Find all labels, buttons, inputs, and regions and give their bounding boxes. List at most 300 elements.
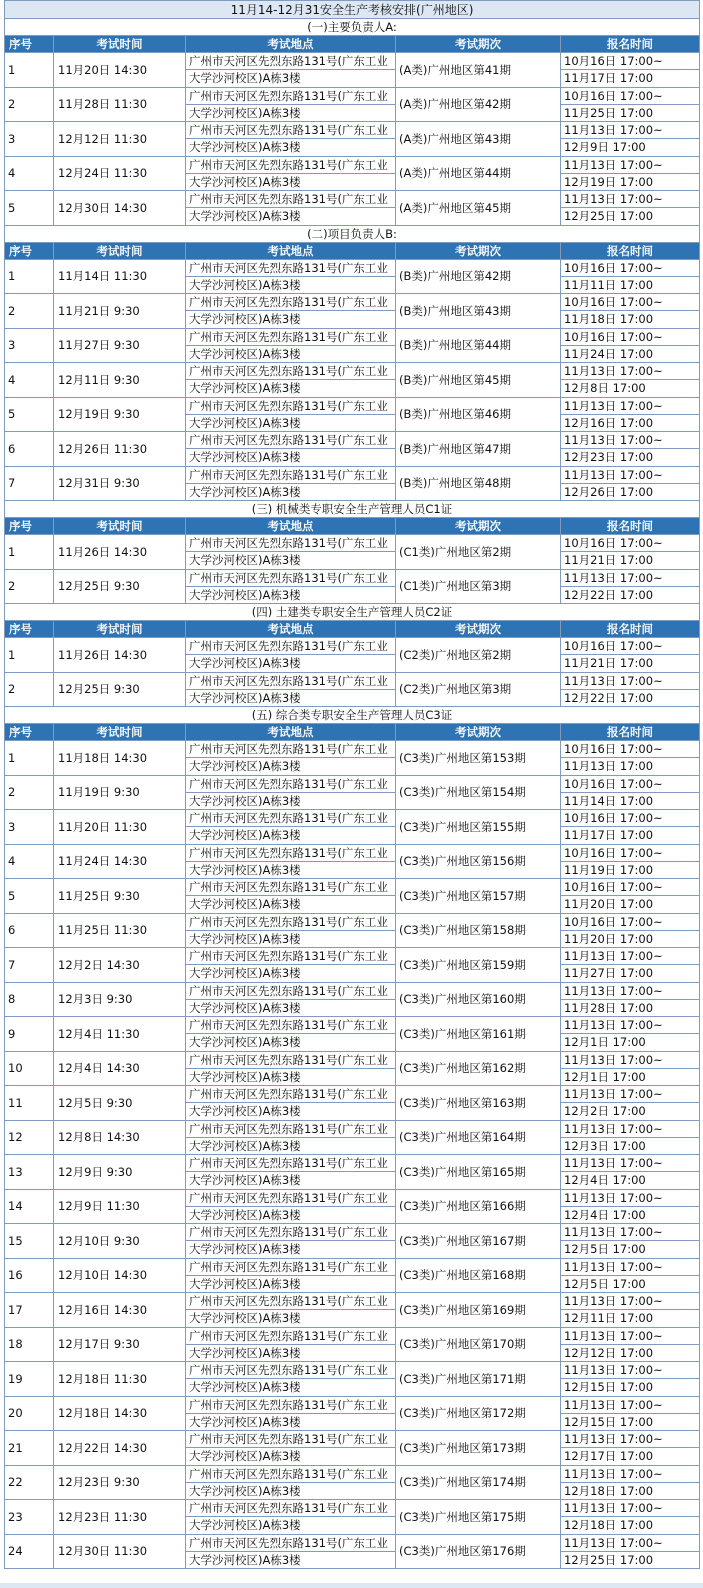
row-number: 1 [5, 259, 54, 294]
exam-location-line2: 大学沙河校区)A栋3楼 [186, 827, 396, 844]
row-number: 12 [5, 1120, 54, 1155]
registration-start: 11月13日 17:00~ [561, 1086, 700, 1103]
exam-session: (C3类)广州地区第170期 [396, 1327, 561, 1362]
header-no: 序号 [5, 621, 54, 638]
header-no: 序号 [5, 518, 54, 535]
header-registration-time: 报名时间 [561, 621, 700, 638]
exam-time: 11月26日 14:30 [54, 535, 186, 570]
exam-time: 12月10日 14:30 [54, 1258, 186, 1293]
table-row [5, 535, 700, 552]
row-number: 5 [5, 191, 54, 226]
registration-start: 11月13日 17:00~ [561, 1293, 700, 1310]
table-row [5, 1086, 700, 1103]
table-row [5, 1327, 700, 1344]
registration-end: 12月12日 17:00 [561, 1344, 700, 1361]
row-number: 6 [5, 432, 54, 467]
row-number: 4 [5, 156, 54, 191]
table-row [5, 1017, 700, 1034]
table-row [5, 397, 700, 414]
registration-start: 11月13日 17:00~ [561, 1465, 700, 1482]
table-row [5, 775, 700, 792]
registration-start: 11月13日 17:00~ [561, 672, 700, 689]
exam-location-line1: 广州市天河区先烈东路131号(广东工业 [186, 879, 396, 896]
exam-time: 12月9日 9:30 [54, 1155, 186, 1190]
registration-start: 11月13日 17:00~ [561, 1258, 700, 1275]
exam-time: 12月12日 11:30 [54, 122, 186, 157]
registration-start: 10月16日 17:00~ [561, 87, 700, 104]
exam-session: (C3类)广州地区第164期 [396, 1120, 561, 1155]
registration-end: 11月17日 17:00 [561, 827, 700, 844]
table-row [5, 122, 700, 139]
row-number: 2 [5, 569, 54, 604]
exam-session: (C3类)广州地区第166期 [396, 1189, 561, 1224]
registration-end: 12月4日 17:00 [561, 1206, 700, 1223]
exam-location-line2: 大学沙河校区)A栋3楼 [186, 208, 396, 225]
registration-start: 10月16日 17:00~ [561, 844, 700, 861]
exam-time: 12月19日 9:30 [54, 397, 186, 432]
registration-start: 11月13日 17:00~ [561, 1224, 700, 1241]
exam-time: 12月24日 11:30 [54, 156, 186, 191]
registration-end: 11月11日 17:00 [561, 276, 700, 293]
exam-time: 12月10日 9:30 [54, 1224, 186, 1259]
row-number: 2 [5, 87, 54, 122]
table-row [5, 191, 700, 208]
exam-session: (B类)广州地区第43期 [396, 294, 561, 329]
exam-location-line1: 广州市天河区先烈东路131号(广东工业 [186, 466, 396, 483]
exam-location-line1: 广州市天河区先烈东路131号(广东工业 [186, 672, 396, 689]
registration-start: 10月16日 17:00~ [561, 810, 700, 827]
row-number: 2 [5, 672, 54, 707]
exam-time: 11月27日 9:30 [54, 328, 186, 363]
table-row [5, 982, 700, 999]
row-number: 1 [5, 741, 54, 776]
row-number: 23 [5, 1500, 54, 1535]
exam-session: (A类)广州地区第45期 [396, 191, 561, 226]
exam-location-line1: 广州市天河区先烈东路131号(广东工业 [186, 535, 396, 552]
exam-location-line2: 大学沙河校区)A栋3楼 [186, 655, 396, 672]
registration-start: 11月13日 17:00~ [561, 982, 700, 999]
exam-location-line2: 大学沙河校区)A栋3楼 [186, 1137, 396, 1154]
registration-start: 11月13日 17:00~ [561, 191, 700, 208]
section-heading-row [5, 707, 700, 724]
registration-start: 11月13日 17:00~ [561, 1362, 700, 1379]
registration-end: 12月22日 17:00 [561, 586, 700, 603]
exam-location-line2: 大学沙河校区)A栋3楼 [186, 173, 396, 190]
table-row [5, 638, 700, 655]
row-number: 19 [5, 1362, 54, 1397]
exam-location-line2: 大学沙河校区)A栋3楼 [186, 483, 396, 500]
registration-end: 11月25日 17:00 [561, 104, 700, 121]
section-heading: (三) 机械类专职安全生产管理人员C1证 [5, 501, 700, 518]
exam-location-line1: 广州市天河区先烈东路131号(广东工业 [186, 363, 396, 380]
exam-session: (C3类)广州地区第167期 [396, 1224, 561, 1259]
table-header-row [5, 36, 700, 53]
table-row [5, 466, 700, 483]
registration-end: 12月19日 17:00 [561, 173, 700, 190]
table-row [5, 1293, 700, 1310]
exam-time: 12月3日 9:30 [54, 982, 186, 1017]
header-exam-location: 考试地点 [186, 242, 396, 259]
section-heading-row [5, 225, 700, 242]
registration-start: 11月13日 17:00~ [561, 363, 700, 380]
registration-start: 11月13日 17:00~ [561, 156, 700, 173]
exam-location-line2: 大学沙河校区)A栋3楼 [186, 689, 396, 706]
registration-start: 11月13日 17:00~ [561, 1396, 700, 1413]
exam-time: 12月25日 9:30 [54, 672, 186, 707]
exam-time: 12月8日 14:30 [54, 1120, 186, 1155]
section-heading: (五) 综合类专职安全生产管理人员C3证 [5, 707, 700, 724]
exam-time: 12月18日 11:30 [54, 1362, 186, 1397]
registration-start: 10月16日 17:00~ [561, 775, 700, 792]
registration-end: 11月20日 17:00 [561, 930, 700, 947]
header-no: 序号 [5, 36, 54, 53]
exam-time: 12月26日 11:30 [54, 432, 186, 467]
page-title: 11月14-12月31安全生产考核安排(广州地区) [5, 1, 700, 19]
header-exam-time: 考试时间 [54, 36, 186, 53]
exam-location-line1: 广州市天河区先烈东路131号(广东工业 [186, 1431, 396, 1448]
row-number: 9 [5, 1017, 54, 1052]
exam-location-line1: 广州市天河区先烈东路131号(广东工业 [186, 294, 396, 311]
registration-start: 10月16日 17:00~ [561, 328, 700, 345]
exam-location-line2: 大学沙河校区)A栋3楼 [186, 380, 396, 397]
registration-end: 12月25日 17:00 [561, 1551, 700, 1568]
exam-location-line2: 大学沙河校区)A栋3楼 [186, 139, 396, 156]
exam-location-line2: 大学沙河校区)A栋3楼 [186, 1172, 396, 1189]
table-row [5, 294, 700, 311]
table-header-row [5, 518, 700, 535]
exam-location-line1: 广州市天河区先烈东路131号(广东工业 [186, 775, 396, 792]
row-number: 1 [5, 638, 54, 673]
exam-session: (C1类)广州地区第3期 [396, 569, 561, 604]
table-row [5, 1224, 700, 1241]
exam-location-line1: 广州市天河区先烈东路131号(广东工业 [186, 982, 396, 999]
header-no: 序号 [5, 724, 54, 741]
row-number: 20 [5, 1396, 54, 1431]
table-row [5, 363, 700, 380]
section-heading-row [5, 19, 700, 36]
exam-session: (C3类)广州地区第160期 [396, 982, 561, 1017]
exam-location-line2: 大学沙河校区)A栋3楼 [186, 1275, 396, 1292]
exam-location-line2: 大学沙河校区)A栋3楼 [186, 276, 396, 293]
exam-session: (C3类)广州地区第158期 [396, 913, 561, 948]
row-number: 5 [5, 397, 54, 432]
exam-time: 12月25日 9:30 [54, 569, 186, 604]
table-row [5, 1396, 700, 1413]
exam-session: (C3类)广州地区第172期 [396, 1396, 561, 1431]
exam-location-line1: 广州市天河区先烈东路131号(广东工业 [186, 1224, 396, 1241]
registration-end: 12月22日 17:00 [561, 689, 700, 706]
table-row [5, 913, 700, 930]
registration-end: 12月25日 17:00 [561, 208, 700, 225]
registration-start: 11月13日 17:00~ [561, 122, 700, 139]
header-registration-time: 报名时间 [561, 36, 700, 53]
header-exam-time: 考试时间 [54, 724, 186, 741]
exam-location-line1: 广州市天河区先烈东路131号(广东工业 [186, 53, 396, 70]
header-exam-time: 考试时间 [54, 621, 186, 638]
registration-start: 11月13日 17:00~ [561, 1051, 700, 1068]
table-row [5, 1362, 700, 1379]
registration-start: 11月13日 17:00~ [561, 466, 700, 483]
registration-end: 12月5日 17:00 [561, 1241, 700, 1258]
registration-end: 12月1日 17:00 [561, 1034, 700, 1051]
table-row [5, 87, 700, 104]
exam-session: (B类)广州地区第46期 [396, 397, 561, 432]
exam-location-line1: 广州市天河区先烈东路131号(广东工业 [186, 1017, 396, 1034]
registration-end: 12月18日 17:00 [561, 1517, 700, 1534]
registration-end: 12月16日 17:00 [561, 414, 700, 431]
header-registration-time: 报名时间 [561, 242, 700, 259]
registration-end: 12月15日 17:00 [561, 1379, 700, 1396]
header-exam-session: 考试期次 [396, 242, 561, 259]
registration-start: 11月13日 17:00~ [561, 1327, 700, 1344]
exam-location-line2: 大学沙河校区)A栋3楼 [186, 1413, 396, 1430]
exam-location-line2: 大学沙河校区)A栋3楼 [186, 930, 396, 947]
exam-location-line2: 大学沙河校区)A栋3楼 [186, 1482, 396, 1499]
exam-location-line2: 大学沙河校区)A栋3楼 [186, 965, 396, 982]
exam-session: (C3类)广州地区第156期 [396, 844, 561, 879]
header-exam-session: 考试期次 [396, 724, 561, 741]
registration-end: 11月28日 17:00 [561, 999, 700, 1016]
exam-session: (A类)广州地区第41期 [396, 53, 561, 88]
table-header-row [5, 724, 700, 741]
registration-end: 12月15日 17:00 [561, 1413, 700, 1430]
exam-location-line1: 广州市天河区先烈东路131号(广东工业 [186, 1293, 396, 1310]
exam-time: 11月25日 9:30 [54, 879, 186, 914]
exam-location-line1: 广州市天河区先烈东路131号(广东工业 [186, 397, 396, 414]
row-number: 3 [5, 122, 54, 157]
exam-time: 12月2日 14:30 [54, 948, 186, 983]
registration-end: 11月21日 17:00 [561, 655, 700, 672]
exam-time: 11月20日 14:30 [54, 53, 186, 88]
registration-start: 10月16日 17:00~ [561, 53, 700, 70]
registration-end: 11月18日 17:00 [561, 311, 700, 328]
exam-location-line1: 广州市天河区先烈东路131号(广东工业 [186, 259, 396, 276]
table-row [5, 879, 700, 896]
exam-location-line2: 大学沙河校区)A栋3楼 [186, 758, 396, 775]
registration-start: 11月13日 17:00~ [561, 1155, 700, 1172]
exam-location-line2: 大学沙河校区)A栋3楼 [186, 552, 396, 569]
header-exam-location: 考试地点 [186, 518, 396, 535]
exam-time: 11月18日 14:30 [54, 741, 186, 776]
exam-location-line1: 广州市天河区先烈东路131号(广东工业 [186, 1258, 396, 1275]
header-exam-location: 考试地点 [186, 621, 396, 638]
exam-time: 12月18日 14:30 [54, 1396, 186, 1431]
exam-time: 11月20日 11:30 [54, 810, 186, 845]
table-row [5, 1431, 700, 1448]
exam-time: 11月14日 11:30 [54, 259, 186, 294]
exam-location-line2: 大学沙河校区)A栋3楼 [186, 1448, 396, 1465]
exam-location-line2: 大学沙河校区)A栋3楼 [186, 1068, 396, 1085]
table-row [5, 1534, 700, 1551]
registration-end: 11月24日 17:00 [561, 345, 700, 362]
row-number: 16 [5, 1258, 54, 1293]
exam-location-line2: 大学沙河校区)A栋3楼 [186, 311, 396, 328]
registration-start: 11月13日 17:00~ [561, 569, 700, 586]
exam-session: (C3类)广州地区第163期 [396, 1086, 561, 1121]
exam-time: 11月21日 9:30 [54, 294, 186, 329]
row-number: 2 [5, 775, 54, 810]
exam-time: 12月17日 9:30 [54, 1327, 186, 1362]
exam-time: 11月25日 11:30 [54, 913, 186, 948]
exam-location-line2: 大学沙河校区)A栋3楼 [186, 896, 396, 913]
exam-session: (C3类)广州地区第174期 [396, 1465, 561, 1500]
exam-time: 11月26日 14:30 [54, 638, 186, 673]
exam-location-line2: 大学沙河校区)A栋3楼 [186, 1551, 396, 1568]
section-heading-row [5, 501, 700, 518]
table-row [5, 569, 700, 586]
registration-start: 10月16日 17:00~ [561, 535, 700, 552]
registration-start: 10月16日 17:00~ [561, 741, 700, 758]
exam-schedule-table [4, 0, 700, 1569]
exam-session: (C3类)广州地区第165期 [396, 1155, 561, 1190]
exam-time: 12月4日 11:30 [54, 1017, 186, 1052]
section-heading: (四) 土建类专职安全生产管理人员C2证 [5, 604, 700, 621]
header-exam-time: 考试时间 [54, 242, 186, 259]
row-number: 10 [5, 1051, 54, 1086]
section-heading: (二)项目负责人B: [5, 225, 700, 242]
exam-location-line1: 广州市天河区先烈东路131号(广东工业 [186, 1120, 396, 1137]
header-registration-time: 报名时间 [561, 518, 700, 535]
registration-end: 11月17日 17:00 [561, 70, 700, 87]
exam-time: 11月19日 9:30 [54, 775, 186, 810]
header-exam-session: 考试期次 [396, 621, 561, 638]
registration-end: 11月27日 17:00 [561, 965, 700, 982]
table-row [5, 1189, 700, 1206]
registration-end: 11月20日 17:00 [561, 896, 700, 913]
exam-time: 12月23日 11:30 [54, 1500, 186, 1535]
exam-location-line2: 大学沙河校区)A栋3楼 [186, 414, 396, 431]
exam-location-line1: 广州市天河区先烈东路131号(广东工业 [186, 156, 396, 173]
exam-time: 12月30日 11:30 [54, 1534, 186, 1569]
exam-location-line2: 大学沙河校区)A栋3楼 [186, 861, 396, 878]
exam-location-line2: 大学沙河校区)A栋3楼 [186, 1517, 396, 1534]
header-no: 序号 [5, 242, 54, 259]
table-row [5, 844, 700, 861]
registration-end: 11月21日 17:00 [561, 552, 700, 569]
registration-start: 10月16日 17:00~ [561, 259, 700, 276]
exam-location-line2: 大学沙河校区)A栋3楼 [186, 586, 396, 603]
row-number: 18 [5, 1327, 54, 1362]
exam-session: (B类)广州地区第47期 [396, 432, 561, 467]
exam-time: 11月24日 14:30 [54, 844, 186, 879]
row-number: 17 [5, 1293, 54, 1328]
exam-time: 12月31日 9:30 [54, 466, 186, 501]
table-row [5, 328, 700, 345]
exam-session: (C3类)广州地区第173期 [396, 1431, 561, 1466]
row-number: 11 [5, 1086, 54, 1121]
registration-start: 11月13日 17:00~ [561, 1017, 700, 1034]
row-number: 15 [5, 1224, 54, 1259]
exam-location-line1: 广州市天河区先烈东路131号(广东工业 [186, 1155, 396, 1172]
exam-location-line1: 广州市天河区先烈东路131号(广东工业 [186, 1534, 396, 1551]
table-row [5, 741, 700, 758]
exam-session: (C3类)广州地区第168期 [396, 1258, 561, 1293]
exam-location-line2: 大学沙河校区)A栋3楼 [186, 1379, 396, 1396]
row-number: 7 [5, 948, 54, 983]
exam-location-line1: 广州市天河区先烈东路131号(广东工业 [186, 1086, 396, 1103]
exam-location-line2: 大学沙河校区)A栋3楼 [186, 999, 396, 1016]
exam-session: (C3类)广州地区第154期 [396, 775, 561, 810]
row-number: 21 [5, 1431, 54, 1466]
registration-start: 11月13日 17:00~ [561, 432, 700, 449]
registration-start: 10月16日 17:00~ [561, 294, 700, 311]
exam-time: 12月16日 14:30 [54, 1293, 186, 1328]
exam-location-line2: 大学沙河校区)A栋3楼 [186, 792, 396, 809]
header-exam-session: 考试期次 [396, 518, 561, 535]
exam-location-line1: 广州市天河区先烈东路131号(广东工业 [186, 1465, 396, 1482]
table-row [5, 1155, 700, 1172]
exam-location-line1: 广州市天河区先烈东路131号(广东工业 [186, 741, 396, 758]
row-number: 22 [5, 1465, 54, 1500]
exam-location-line1: 广州市天河区先烈东路131号(广东工业 [186, 810, 396, 827]
title-row [5, 1, 700, 19]
table-row [5, 1258, 700, 1275]
table-row [5, 810, 700, 827]
exam-session: (C3类)广州地区第161期 [396, 1017, 561, 1052]
exam-location-line1: 广州市天河区先烈东路131号(广东工业 [186, 122, 396, 139]
registration-start: 11月13日 17:00~ [561, 948, 700, 965]
table-row [5, 156, 700, 173]
exam-location-line2: 大学沙河校区)A栋3楼 [186, 1103, 396, 1120]
exam-session: (B类)广州地区第44期 [396, 328, 561, 363]
row-number: 24 [5, 1534, 54, 1569]
registration-start: 11月13日 17:00~ [561, 1500, 700, 1517]
exam-location-line1: 广州市天河区先烈东路131号(广东工业 [186, 191, 396, 208]
exam-location-line2: 大学沙河校区)A栋3楼 [186, 70, 396, 87]
registration-end: 11月19日 17:00 [561, 861, 700, 878]
exam-location-line2: 大学沙河校区)A栋3楼 [186, 1034, 396, 1051]
registration-end: 12月2日 17:00 [561, 1103, 700, 1120]
registration-end: 12月8日 17:00 [561, 380, 700, 397]
header-registration-time: 报名时间 [561, 724, 700, 741]
exam-location-line1: 广州市天河区先烈东路131号(广东工业 [186, 1362, 396, 1379]
row-number: 5 [5, 879, 54, 914]
row-number: 3 [5, 810, 54, 845]
registration-end: 12月26日 17:00 [561, 483, 700, 500]
exam-time: 12月30日 14:30 [54, 191, 186, 226]
registration-end: 12月9日 17:00 [561, 139, 700, 156]
exam-location-line1: 广州市天河区先烈东路131号(广东工业 [186, 328, 396, 345]
table-row [5, 432, 700, 449]
exam-time: 12月11日 9:30 [54, 363, 186, 398]
table-row [5, 672, 700, 689]
registration-end: 12月4日 17:00 [561, 1172, 700, 1189]
row-number: 4 [5, 844, 54, 879]
exam-session: (C3类)广州地区第157期 [396, 879, 561, 914]
registration-start: 10月16日 17:00~ [561, 913, 700, 930]
exam-location-line1: 广州市天河区先烈东路131号(广东工业 [186, 1189, 396, 1206]
bottom-band [0, 1583, 703, 1588]
exam-session: (C1类)广州地区第2期 [396, 535, 561, 570]
exam-session: (C3类)广州地区第176期 [396, 1534, 561, 1569]
exam-session: (C3类)广州地区第159期 [396, 948, 561, 983]
registration-end: 12月11日 17:00 [561, 1310, 700, 1327]
registration-end: 12月17日 17:00 [561, 1448, 700, 1465]
header-exam-session: 考试期次 [396, 36, 561, 53]
exam-session: (C3类)广州地区第169期 [396, 1293, 561, 1328]
table-row [5, 1500, 700, 1517]
row-number: 1 [5, 535, 54, 570]
exam-location-line1: 广州市天河区先烈东路131号(广东工业 [186, 569, 396, 586]
exam-location-line1: 广州市天河区先烈东路131号(广东工业 [186, 1327, 396, 1344]
exam-session: (C3类)广州地区第155期 [396, 810, 561, 845]
header-exam-time: 考试时间 [54, 518, 186, 535]
exam-time: 12月9日 11:30 [54, 1189, 186, 1224]
exam-time: 12月23日 9:30 [54, 1465, 186, 1500]
registration-end: 11月13日 17:00 [561, 758, 700, 775]
row-number: 4 [5, 363, 54, 398]
registration-end: 11月14日 17:00 [561, 792, 700, 809]
